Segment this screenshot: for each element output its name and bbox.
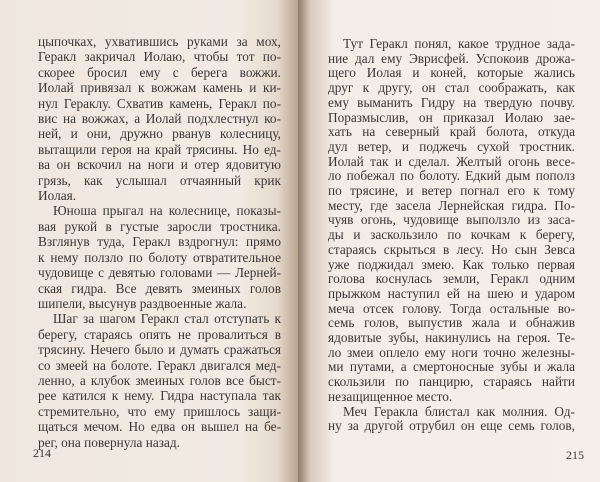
text-line: Взглянув туда, Геракл вздрогнул: прямо: [38, 234, 281, 250]
text-line: Юноша прыгал на колеснице, показы-: [53, 203, 281, 219]
left-page: [0, 0, 298, 482]
text-line: Иолай так и сделал. Желтый огонь весе-: [328, 153, 575, 169]
text-line: семь голов, выпустив жала и обнажив: [328, 315, 575, 331]
left-page-text: [38, 34, 281, 450]
text-line: Иолая.: [38, 188, 77, 204]
page-number-left: 214: [33, 446, 51, 460]
text-line: незащищенное место.: [328, 388, 453, 404]
text-line: по трясине, и ветер погнал его к тому: [328, 183, 575, 199]
right-page: [298, 0, 600, 482]
text-line: стараясь скрыться в лесу. Но сын Зевса: [328, 241, 575, 257]
text-line: трясину. Нечего было и думать сражаться: [38, 342, 281, 358]
text-line: Тут Геракл понял, какое трудное зада-: [343, 36, 575, 51]
text-line: ло побежал по болоту. Едкий дым пополз: [328, 168, 575, 184]
text-line: рег, она повернула назад.: [38, 434, 180, 450]
text-line: Меч Геракла блистал как молния. Од-: [343, 403, 575, 419]
text-line: цыпочках, ухватившись руками за мох,: [38, 34, 281, 49]
text-line: ние дал ему Эврисфей. Успокоив дрожа-: [328, 50, 575, 66]
text-line: друг к другу, он стал соображать, как: [328, 80, 575, 96]
right-page-text: [328, 37, 575, 434]
text-line: ская гидра. Все девять змеиных голов: [38, 280, 281, 296]
text-line: Шаг за шагом Геракл стал отступать к: [53, 311, 281, 327]
text-line: вая рукой в густые заросли тростника.: [38, 218, 281, 234]
text-line: прыжком наступил ей на шею и ударом: [328, 285, 575, 301]
text-line: шипели, высунув раздвоенные жала.: [38, 295, 247, 311]
text-line: дул ветер, и поджечь сухой тростник.: [328, 138, 575, 154]
text-line: берегу, стараясь опять не провалиться в: [38, 326, 281, 342]
text-line: нул Гераклу. Схватив камень, Геракл по-: [38, 95, 281, 111]
text-line: уже поджидал змею. Как только первая: [328, 256, 575, 272]
text-line: ему выманить Гидру на твердую почву.: [328, 94, 575, 110]
text-line: чуяв огонь, чудовище выползло из заса-: [328, 212, 575, 228]
text-line: вытащили героя на край трясины. Но ед-: [38, 141, 281, 157]
text-line: чудовище с девятью головами — Лерней-: [38, 265, 281, 281]
text-line: щаться мечом. Но едва он вышел на бе-: [38, 419, 281, 435]
text-line: меча отсек голову. Тогда остальные во-: [328, 300, 575, 316]
text-line: Иолай привязал к вожжам камень и ки-: [38, 80, 281, 96]
text-line: месту, где засела Лернейская гидра. По-: [328, 197, 575, 213]
text-line: ленно, а клубок змеиных голов все быст-: [38, 372, 281, 388]
text-line: ды и заскользило по кочкам к берегу,: [328, 227, 575, 243]
text-line: стремительно, что ему пришлось защи-: [38, 403, 281, 419]
text-line: ядовитые зубы, накинулись на героя. Те-: [328, 330, 575, 346]
text-line: Поразмыслив, он приказал Иолаю зае-: [328, 109, 575, 125]
text-line: ми путами, а смертоносные зубы и жала: [328, 359, 575, 375]
text-line: голова коснулась земли, Геракл одним: [328, 271, 575, 287]
text-line: ва он вскочил на ноги и отер ядовитую: [38, 157, 281, 173]
text-line: хать на северный край болота, откуда: [328, 124, 575, 140]
text-line: щего Иолая и коней, которые жались: [328, 65, 575, 81]
page-number-right: 215: [566, 448, 584, 462]
text-line: скорее бросил ему с берега вожжи.: [38, 64, 281, 80]
text-line: ну за другой отрубил он еще семь голов,: [328, 418, 575, 434]
text-line: со змеей на болоте. Геракл двигался мед-: [38, 357, 281, 373]
text-line: грязь, как услышал отчаянный крик: [38, 172, 281, 188]
text-line: вис на вожжах, а Иолай подхлестнул ко-: [38, 111, 281, 127]
text-line: к нему ползло по болоту отвратительное: [38, 249, 281, 265]
text-line: скользили по панцирю, стараясь найти: [328, 374, 575, 390]
text-line: ней, и они, дружно рванув колесницу,: [38, 126, 281, 142]
text-line: ло змеи оплело ему ноги точно железны-: [328, 344, 575, 360]
text-line: рее катился к нему. Гидра наступала так: [38, 388, 281, 404]
text-line: Геракл закричал Иолаю, чтобы тот по-: [38, 49, 281, 65]
